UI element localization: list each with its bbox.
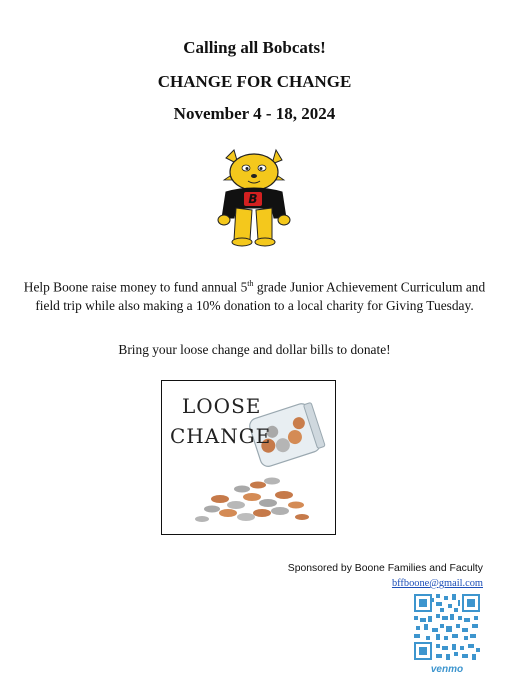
- donation-instruction: Bring your loose change and dollar bills to donate!: [118, 342, 391, 357]
- contact-email-link[interactable]: bffboone@gmail.com: [391, 578, 483, 589]
- venmo-label: venmo: [430, 664, 464, 675]
- loose-change-image: [161, 380, 336, 535]
- event-dates: November 4 - 18, 2024: [173, 104, 336, 123]
- event-title: CHANGE FOR CHANGE: [157, 72, 352, 91]
- header-greeting: Calling all Bobcats!: [183, 38, 326, 57]
- graphic-text-loose: LOOSE: [182, 394, 262, 418]
- venmo-qr-code[interactable]: [412, 592, 482, 662]
- description-paragraph: Help Boone raise money to fund annual 5th grade Junior Achievement Curriculum and field trip while also making a 10% donation to a local charity for Giving Tuesday.: [23, 279, 486, 314]
- graphic-text-change: CHANGE: [170, 424, 272, 448]
- sponsor-line: Sponsored by Boone Families and Faculty: [287, 563, 483, 574]
- mascot-shirt-letter: B: [248, 192, 258, 206]
- bobcat-mascot-image: [212, 148, 292, 248]
